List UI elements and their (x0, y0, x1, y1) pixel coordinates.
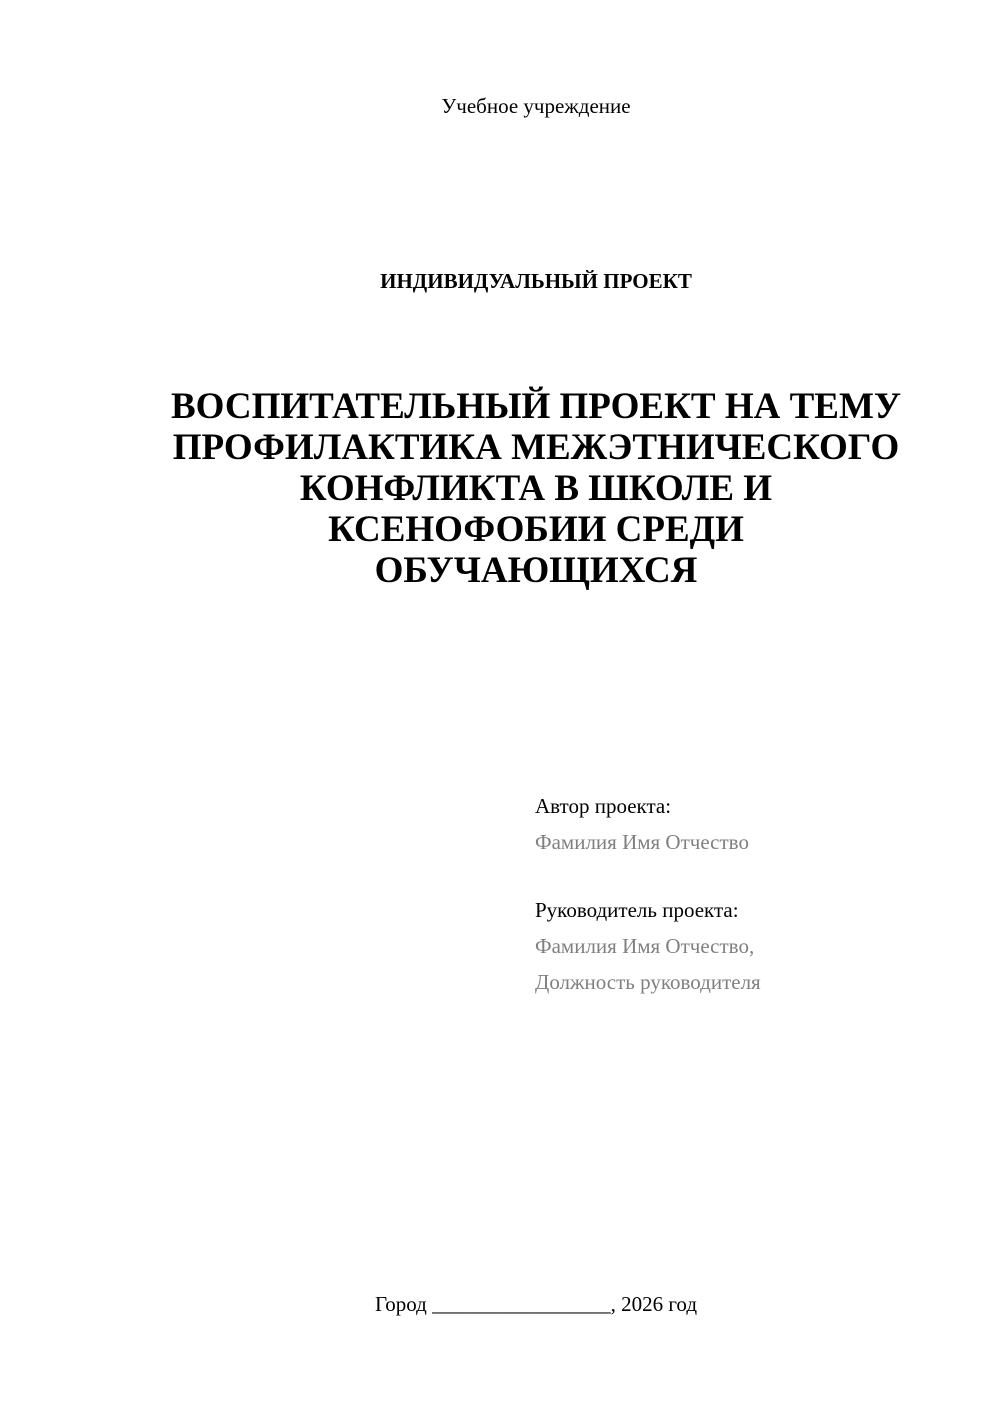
author-block (535, 788, 975, 860)
title-line: КСЕНОФОБИИ СРЕДИ (328, 509, 744, 550)
author-name: Фамилия Имя Отчество (535, 830, 749, 854)
supervisor-block (535, 892, 975, 1000)
city-year-footer: Город _________________, 2026 год (374, 1292, 698, 1316)
supervisor-position: Должность руководителя (535, 970, 761, 994)
supervisor-label: Руководитель проекта: (535, 898, 739, 922)
institution-name: Учебное учреждение (441, 94, 631, 118)
project-title (150, 386, 922, 591)
project-type-heading: ИНДИВИДУАЛЬНЫЙ ПРОЕКТ (380, 269, 692, 293)
title-line: ОБУЧАЮЩИХСЯ (374, 550, 698, 591)
title-line: ПРОФИЛАКТИКА МЕЖЭТНИЧЕСКОГО (172, 427, 900, 468)
author-label: Автор проекта: (535, 794, 672, 818)
title-line: ВОСПИТАТЕЛЬНЫЙ ПРОЕКТ НА ТЕМУ (170, 386, 902, 427)
supervisor-name: Фамилия Имя Отчество, (535, 934, 755, 958)
title-line: КОНФЛИКТА В ШКОЛЕ И (299, 468, 773, 509)
